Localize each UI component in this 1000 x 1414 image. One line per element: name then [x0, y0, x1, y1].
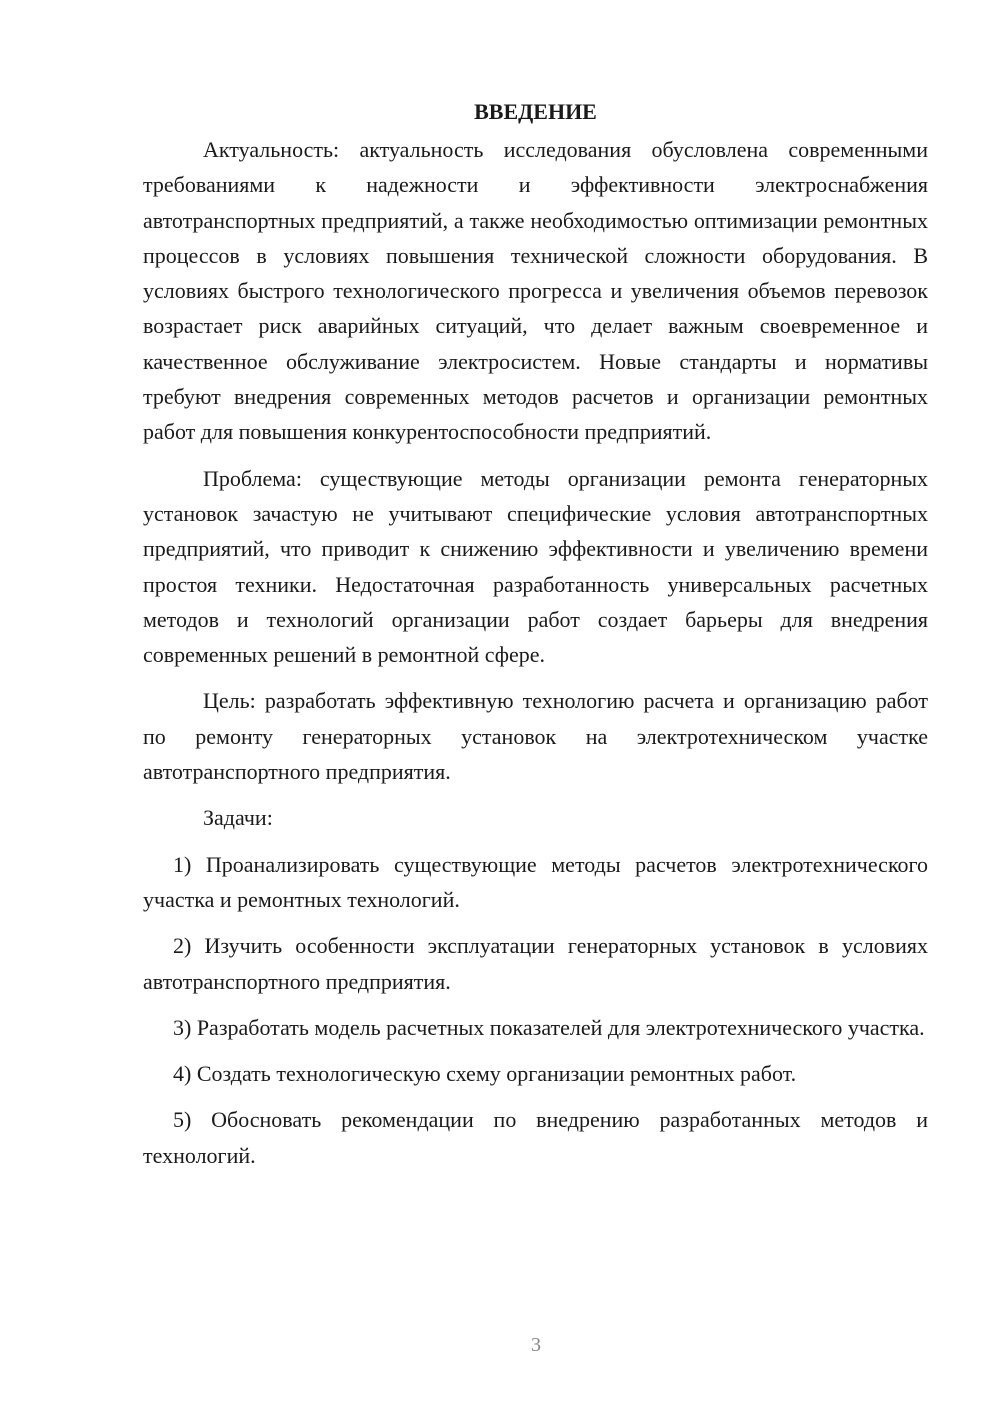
paragraph-relevance: Актуальность: актуальность исследования обусловлена современными требованиями к надежности и эффективности электроснабжения автотранспортных предприятий, а также необходимостью оптимизации ремонтных процессов в условиях повышения технической сложности оборудования. В условиях быстрого технологического прогресса и увеличения объемов перевозок возрастает риск аварийных ситуаций, что делает важным своевременное и качественное обслуживание электросистем. Новые стандарты и нормативы требуют внедрения современных методов расчетов и организации ремонтных работ для повышения конкурентоспособности предприятий. [143, 137, 928, 445]
task-item-5: 5) Обосновать рекомендации по внедрению разработанных методов и технологий. [143, 1107, 928, 1168]
paragraph-problem: Проблема: существующие методы организации ремонта генераторных установок зачастую не учитывают специфические условия автотранспортных предприятий, что приводит к снижению эффективности и увеличению времени простоя техники. Недостаточная разработанность универсальных расчетных методов и технологий организации работ создает барьеры для внедрения современных решений в ремонтной сфере. [143, 465, 928, 668]
tasks-label: Задачи: [203, 805, 273, 831]
page-number: 3 [531, 1334, 541, 1356]
task-item-3: 3) Разработать модель расчетных показателей для электротехнического участка. [173, 1014, 925, 1040]
section-heading: ВВЕДЕНИЕ [474, 99, 597, 124]
task-item-1: 1) Проанализировать существующие методы расчетов электротехнического участка и ремонтных технологий. [143, 851, 928, 912]
paragraph-goal: Цель: разработать эффективную технологию расчета и организацию работ по ремонту генераторных установок на электротехническом участке автотранспортного предприятия. [143, 688, 928, 785]
task-item-4: 4) Создать технологическую схему организации ремонтных работ. [173, 1061, 797, 1087]
task-item-2: 2) Изучить особенности эксплуатации генераторных установок в условиях автотранспортного предприятия. [143, 933, 928, 994]
page-content [143, 94, 928, 1173]
